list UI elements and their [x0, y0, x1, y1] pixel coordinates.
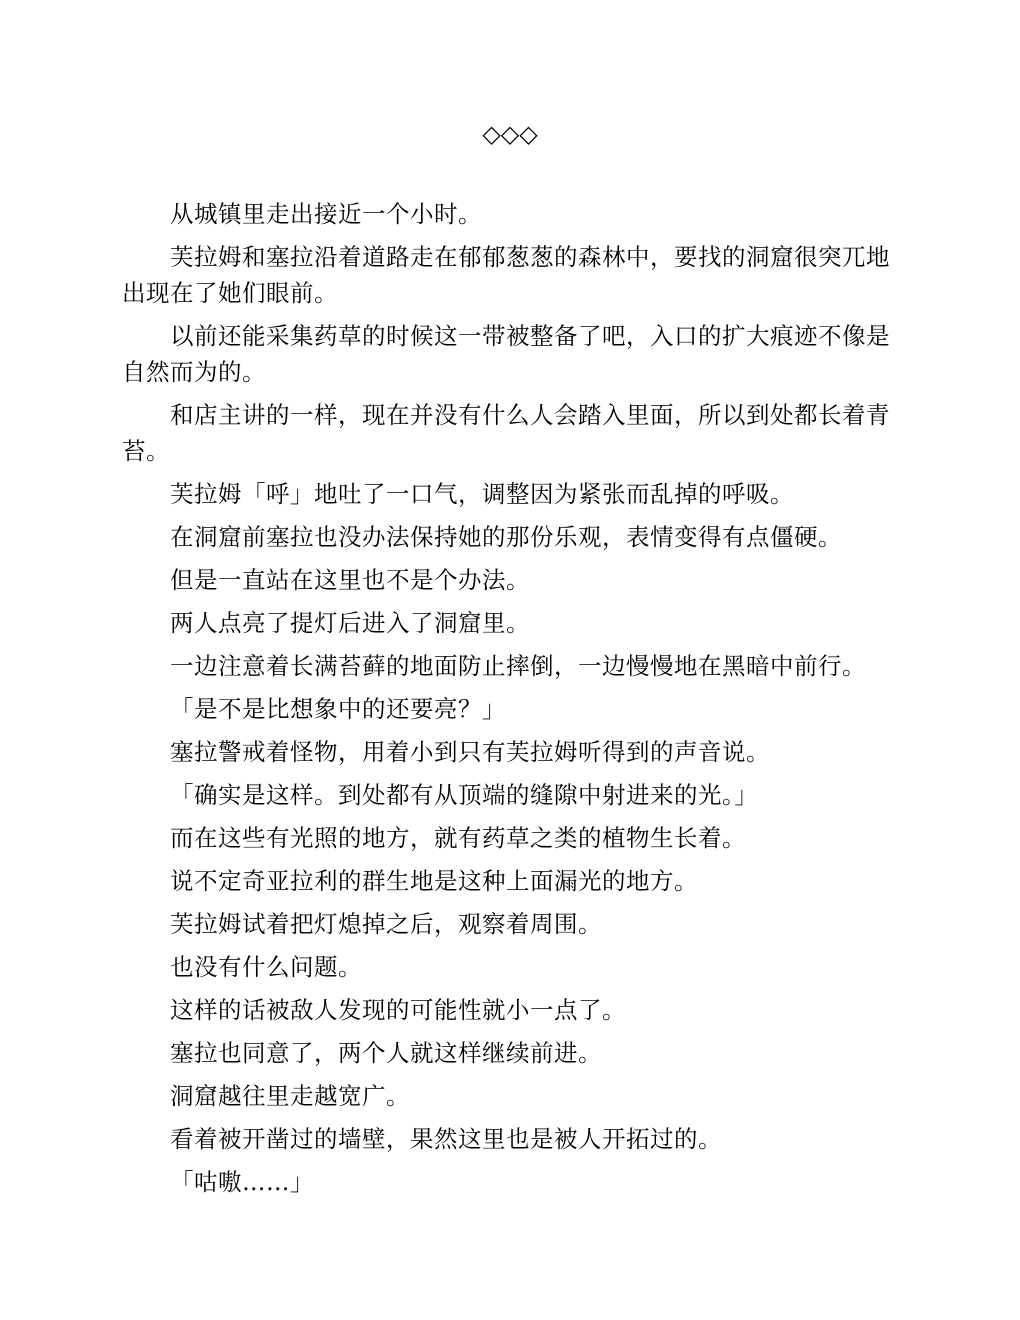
- body-text: [122, 196, 898, 1207]
- paragraph: 两人点亮了提灯后进入了洞窟里。: [170, 609, 530, 637]
- paragraph: 芙拉姆和塞拉沿着道路走在郁郁葱葱的森林中，要找的洞窟很突兀地出现在了她们眼前。: [122, 243, 890, 307]
- paragraph: 但是一直站在这里也不是个办法。: [170, 566, 530, 594]
- paragraph: 和店主讲的一样，现在并没有什么人会踏入里面，所以到处都长着青苔。: [122, 401, 890, 465]
- paragraph: 而在这些有光照的地方，就有药草之类的植物生长着。: [170, 824, 746, 852]
- dialogue-paragraph: 「确实是这样。到处都有从顶端的缝隙中射进来的光。」: [170, 781, 759, 809]
- section-separator: ◇◇◇: [482, 120, 538, 148]
- paragraph: 塞拉警戒着怪物，用着小到只有芙拉姆听得到的声音说。: [170, 738, 770, 766]
- paragraph: 塞拉也同意了，两个人就这样继续前进。: [170, 1039, 602, 1067]
- paragraph: 芙拉姆试着把灯熄掉之后，观察着周围。: [170, 910, 602, 938]
- paragraph: 洞窟越往里走越宽广。: [170, 1082, 410, 1110]
- paragraph: 以前还能采集药草的时候这一带被整备了吧，入口的扩大痕迹不像是自然而为的。: [122, 322, 890, 386]
- dialogue-paragraph: 「咕嗷……」: [170, 1168, 314, 1196]
- paragraph: 一边注意着长满苔藓的地面防止摔倒，一边慢慢地在黑暗中前行。: [170, 652, 866, 680]
- dialogue-paragraph: 「是不是比想象中的还要亮？」: [170, 695, 506, 723]
- paragraph: 在洞窟前塞拉也没办法保持她的那份乐观，表情变得有点僵硬。: [170, 523, 842, 551]
- paragraph: 这样的话被敌人发现的可能性就小一点了。: [170, 996, 626, 1024]
- paragraph: 也没有什么问题。: [170, 953, 362, 981]
- paragraph: 说不定奇亚拉利的群生地是这种上面漏光的地方。: [170, 867, 698, 895]
- paragraph: 从城镇里走出接近一个小时。: [170, 200, 482, 228]
- paragraph: 看着被开凿过的墙壁，果然这里也是被人开拓过的。: [170, 1125, 722, 1153]
- paragraph: 芙拉姆「呼」地吐了一口气，调整因为紧张而乱掉的呼吸。: [170, 480, 794, 508]
